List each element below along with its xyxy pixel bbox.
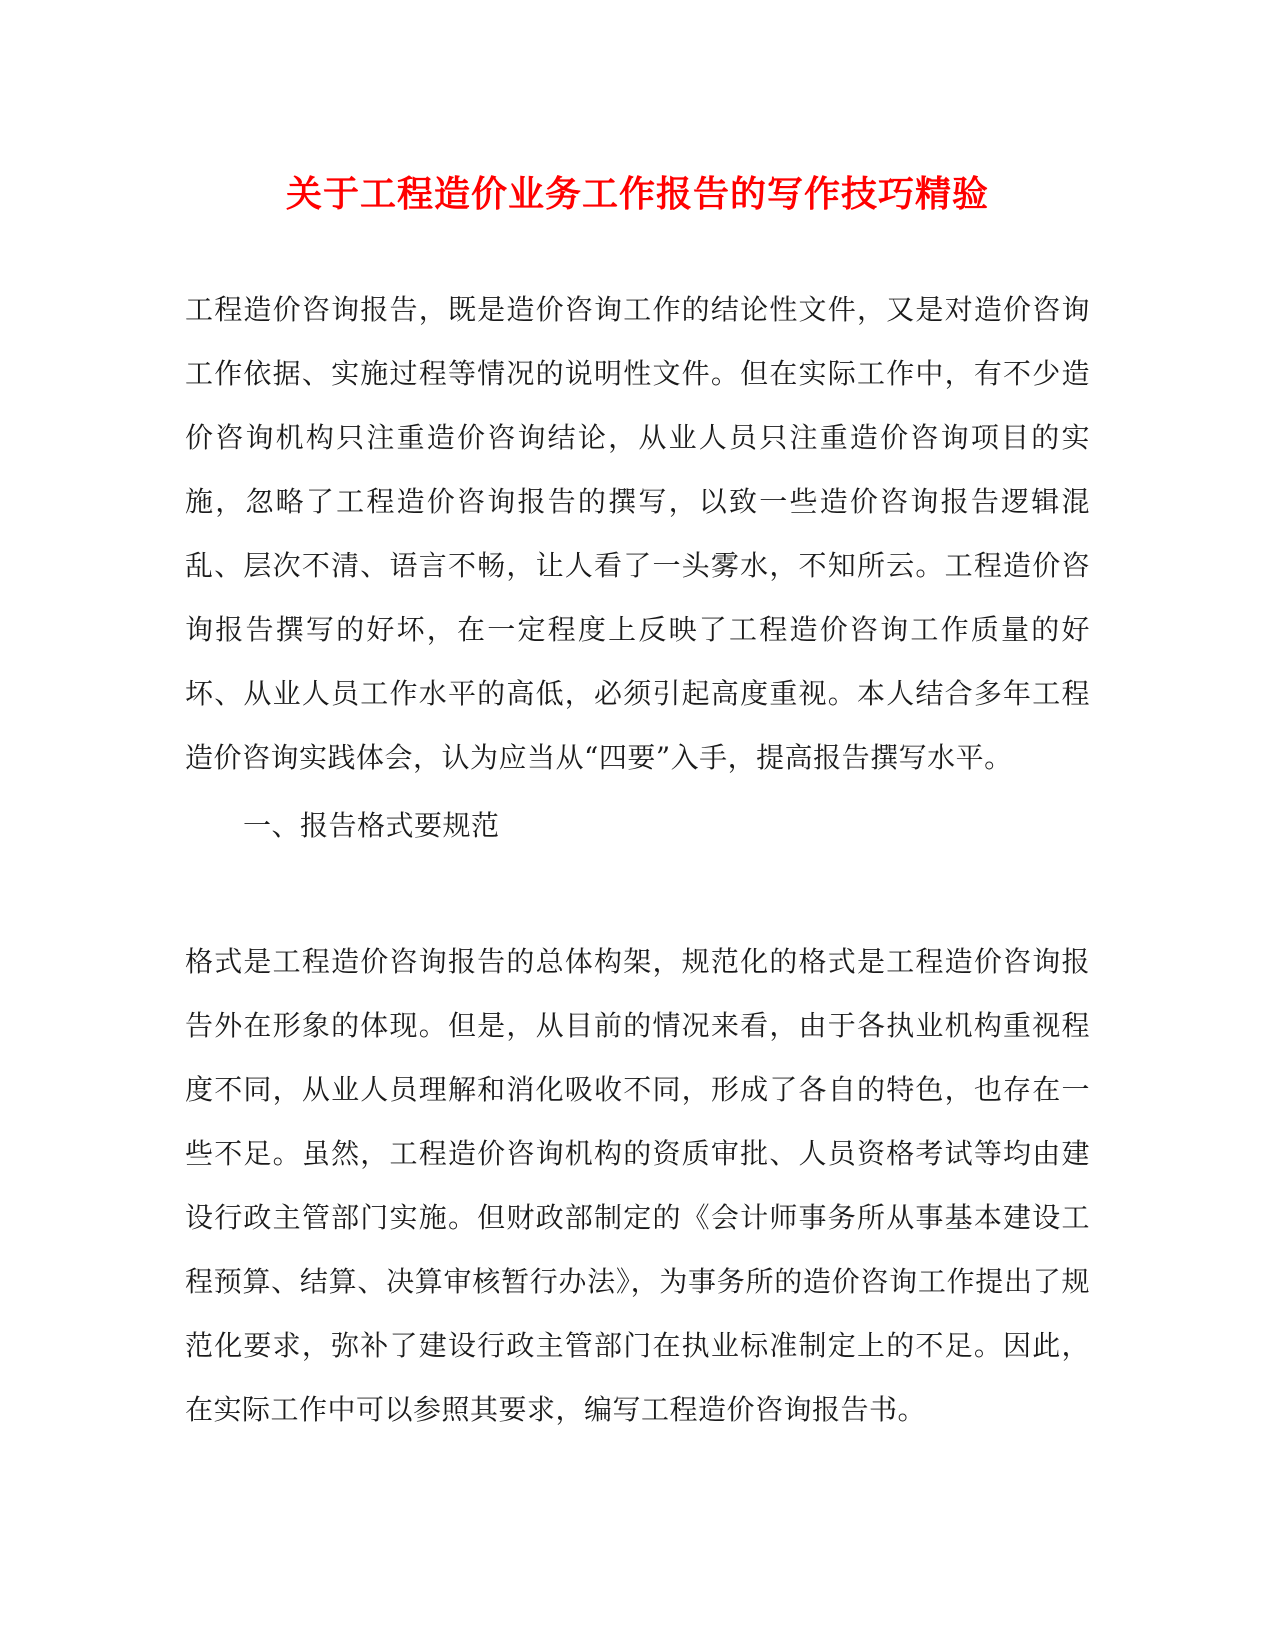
paragraph-intro: 工程造价咨询报告，既是造价咨询工作的结论性文件，又是对造价咨询工作依据、实施过程等情况的说明性文件。但在实际工作中，有不少造价咨询机构只注重造价咨询结论，从业人员只注重造价咨询项目的实施，忽略了工程造价咨询报告的撰写，以致一些造价咨询报告逻辑混乱、层次不清、语言不畅，让人看了一头雾水，不知所云。工程造价咨询报告撰写的好坏，在一定程度上反映了工程造价咨询工作质量的好坏、从业人员工作水平的高低，必须引起高度重视。本人结合多年工程造价咨询实践体会，认为应当从“四要”入手，提高报告撰写水平。 [185, 293, 1090, 774]
paragraph-format: 格式是工程造价咨询报告的总体构架，规范化的格式是工程造价咨询报告外在形象的体现。但是，从目前的情况来看，由于各执业机构重视程度不同，从业人员理解和消化吸收不同，形成了各自的特色，也存在一些不足。虽然，工程造价咨询机构的资质审批、人员资格考试等均由建设行政主管部门实施。但财政部制定的《会计师事务所从事基本建设工程预算、结算、决算审核暂行办法》，为事务所的造价咨询工作提出了规范化要求，弥补了建设行政主管部门在执业标准制定上的不足。因此，在实际工作中可以参照其要求，编写工程造价咨询报告书。 [185, 945, 1090, 1426]
section-heading-1: 一、报告格式要规范 [243, 809, 500, 842]
document-title: 关于工程造价业务工作报告的写作技巧精验 [285, 173, 989, 215]
